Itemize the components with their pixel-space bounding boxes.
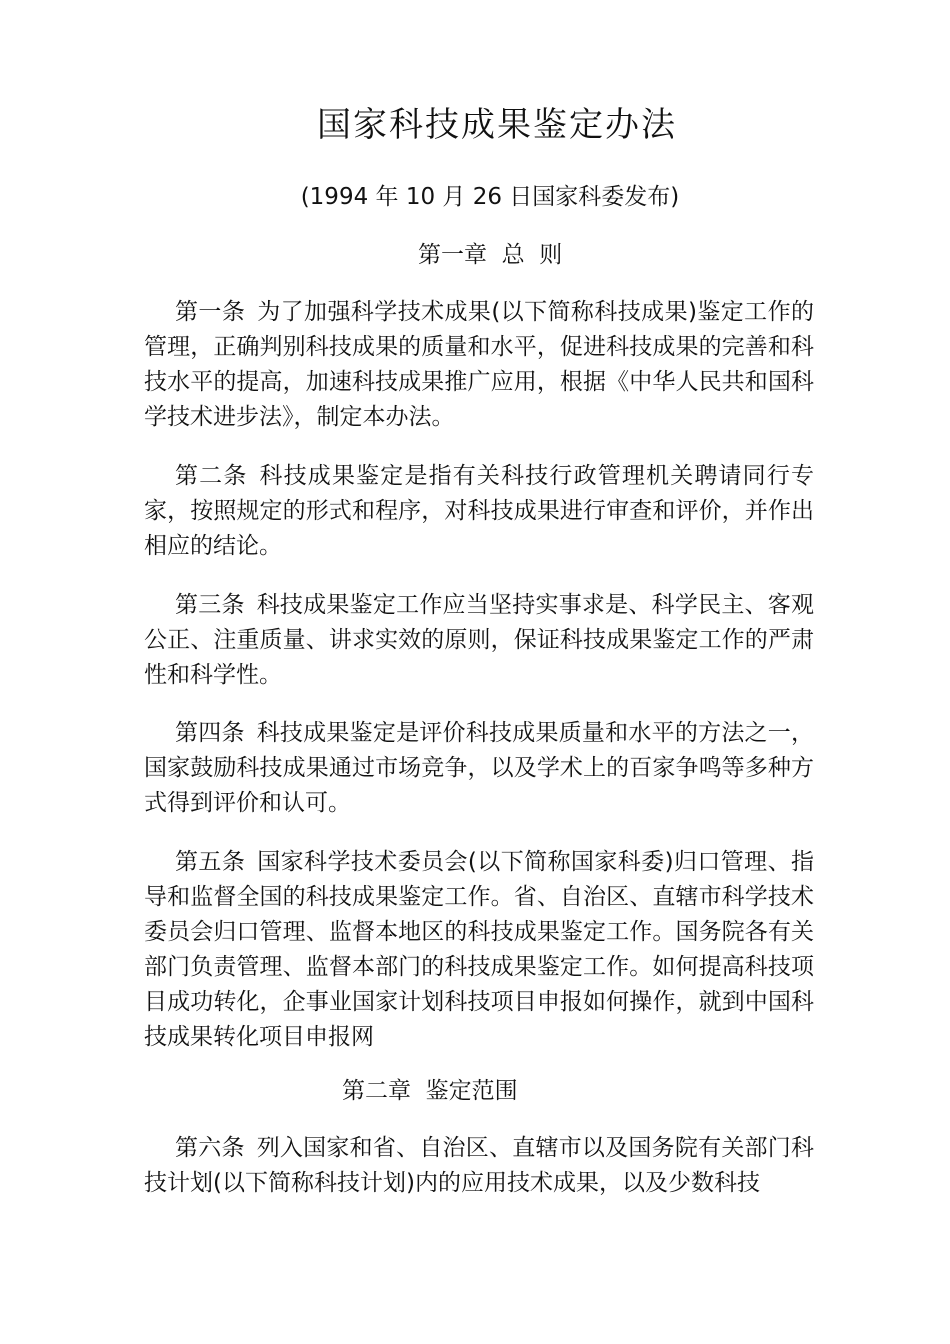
- article-2: [144, 459, 814, 564]
- article-number: 第三条: [175, 592, 245, 618]
- article-number: 第一条: [175, 299, 246, 325]
- chapter-heading-2: [342, 1075, 518, 1107]
- article-text: 科技成果鉴定是评价科技成果质量和水平的方法之一，国家鼓励科技成果通过市场竞争，以及学术上的百家争鸣等多种方式得到评价和认可。: [144, 720, 815, 816]
- article-text: 列入国家和省、自治区、直辖市以及国务院有关部门科技计划(以下简称科技计划)内的应用技术成果，以及少数科技: [144, 1135, 815, 1196]
- article-5: [144, 845, 814, 1055]
- article-number: 第五条: [175, 849, 246, 875]
- article-6: [144, 1131, 814, 1201]
- article-text: 科技成果鉴定工作应当坚持实事求是、科学民主、客观公正、注重质量、讲求实效的原则，保证科技成果鉴定工作的严肃性和科学性。: [144, 592, 815, 688]
- chapter-heading-text: 第一章 总 则: [418, 242, 563, 268]
- article-text: 科技成果鉴定是指有关科技行政管理机关聘请同行专家，按照规定的形式和程序，对科技成果进行审查和评价，并作出相应的结论。: [144, 463, 815, 559]
- chapter-heading-text: 第二章 鉴定范围: [342, 1078, 518, 1104]
- document-subtitle: (1994 年 10 月 26 日国家科委发布): [300, 184, 680, 210]
- article-3: [144, 588, 814, 693]
- article-number: 第六条: [175, 1135, 245, 1161]
- document-title: 国家科技成果鉴定办法: [317, 105, 677, 145]
- article-text: 为了加强科学技术成果(以下简称科技成果)鉴定工作的管理，正确判别科技成果的质量和水平，促进科技成果的完善和科技水平的提高，加速科技成果推广应用，根据《中华人民共和国科学技术进步法》，制定本办法。: [144, 299, 815, 430]
- article-text: 国家科学技术委员会(以下简称国家科委)归口管理、指导和监督全国的科技成果鉴定工作。省、自治区、直辖市科学技术委员会归口管理、监督本地区的科技成果鉴定工作。国务院各有关部门负责管理、监督本部门的科技成果鉴定工作。如何提高科技项目成功转化，企事业国家计划科技项目申报如何操作，就到中国科技成果转化项目申报网: [144, 849, 815, 1050]
- chapter-heading-1: [418, 239, 562, 271]
- article-4: [144, 716, 814, 821]
- article-number: 第二条: [175, 463, 248, 489]
- article-1: [144, 295, 814, 435]
- article-number: 第四条: [175, 720, 245, 746]
